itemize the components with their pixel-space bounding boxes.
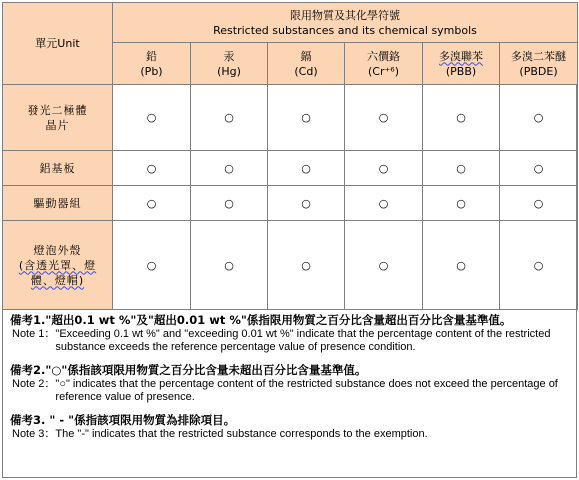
notes-section [10,312,572,441]
substance-symbol: (Pb) [140,64,163,78]
table-row [3,186,578,221]
row-label-line: 燈泡外殼 [33,243,82,257]
note-2-label: Note 2： [12,378,56,390]
table-header-row-1 [3,3,578,43]
table-cell: ○ [423,85,500,151]
restricted-substances-table [2,2,578,310]
note-3-en [10,428,572,441]
substance-symbol: (Cd) [294,64,318,78]
substance-header-pbde [500,43,578,85]
substance-header-pb [113,43,191,85]
substance-header-cr6 [345,43,423,85]
table-cell: ○ [423,186,500,221]
row-label-led-chip [3,85,113,151]
note-3-label: Note 3： [12,428,56,440]
substance-name: 鉛 [146,49,157,63]
row-label-line: 驅動器組 [33,196,82,210]
row-label-driver [3,186,113,221]
group-header-en: Restricted substances and its chemical symbols [213,23,477,37]
row-label-aluminum-substrate [3,151,113,186]
substance-header-cd [268,43,345,85]
table-cell: ○ [191,151,268,186]
table-cell: ○ [345,186,423,221]
note-1-label: Note 1： [12,328,56,340]
table-cell: ○ [268,85,345,151]
table-cell: ○ [113,221,191,310]
substance-symbol: (Hg) [217,64,241,78]
note-3-cn: 備考3. " - "係指該項限用物質為排除項目。 [10,413,236,427]
note-2-text: "○" indicates that the percentage content of the restricted substance does not exceed the percentage of reference value of presence. [55,378,558,403]
group-header-cell [113,3,578,43]
table-cell: ○ [268,221,345,310]
note-3-text: The "-" indicates that the restricted substance corresponds to the exemption. [55,428,428,440]
table-cell: ○ [113,85,191,151]
row-label-line: 發光二極體 [27,103,88,117]
substance-header-pbb [423,43,500,85]
table-row [3,221,578,310]
substance-symbol: (PBB) [445,64,477,78]
note-2-en [10,378,572,404]
table-cell: ○ [423,221,500,310]
substance-name: 多溴聯苯 [439,49,483,63]
substance-name: 多溴二苯醚 [511,49,567,63]
table-cell: ○ [113,151,191,186]
note-2-cn: 備考2."○"係指該項限用物質之百分比含量未超出百分比含量基準值。 [10,363,367,377]
table-cell: ○ [345,151,423,186]
table-cell: ○ [113,186,191,221]
row-label-line: 體、燈帽) [30,273,85,287]
row-label-line: 鋁基板 [39,161,76,175]
unit-header: 單元Unit [35,37,80,50]
table-cell: ○ [268,186,345,221]
unit-header-cell [3,3,113,85]
row-label-line: 晶片 [45,118,70,132]
substance-name: 六價鉻 [367,49,400,63]
note-1-text: "Exceeding 0.1 wt %" and "exceeding 0.01 wt %" indicate that the percentage content of the restricted substance exceeds the reference percentage value of presence condition. [55,328,551,353]
row-label-line: (含透光罩、燈 [18,258,97,272]
substance-header-hg [191,43,268,85]
table-row [3,151,578,186]
table-cell: ○ [500,85,578,151]
table-cell: ○ [191,85,268,151]
table-cell: ○ [345,85,423,151]
table-cell: ○ [191,221,268,310]
table-row [3,85,578,151]
note-1-en [10,328,572,354]
note-1-cn: 備考1."超出0.1 wt %"及"超出0.01 wt %"係指限用物質之百分比含量超出百分比含量基準值。 [10,313,512,327]
table-cell: ○ [268,151,345,186]
table-cell: ○ [500,186,578,221]
table-cell: ○ [191,186,268,221]
substance-symbol: (Cr⁺⁶) [367,64,399,78]
row-label-bulb-housing [3,221,113,310]
substance-name: 鎘 [300,49,312,63]
table-cell: ○ [500,221,578,310]
substance-symbol: (PBDE) [519,64,558,78]
table-cell: ○ [500,151,578,186]
substance-name: 汞 [223,49,235,63]
group-header-cn: 限用物質及其化學符號 [290,8,401,22]
table-cell: ○ [423,151,500,186]
table-cell: ○ [345,221,423,310]
